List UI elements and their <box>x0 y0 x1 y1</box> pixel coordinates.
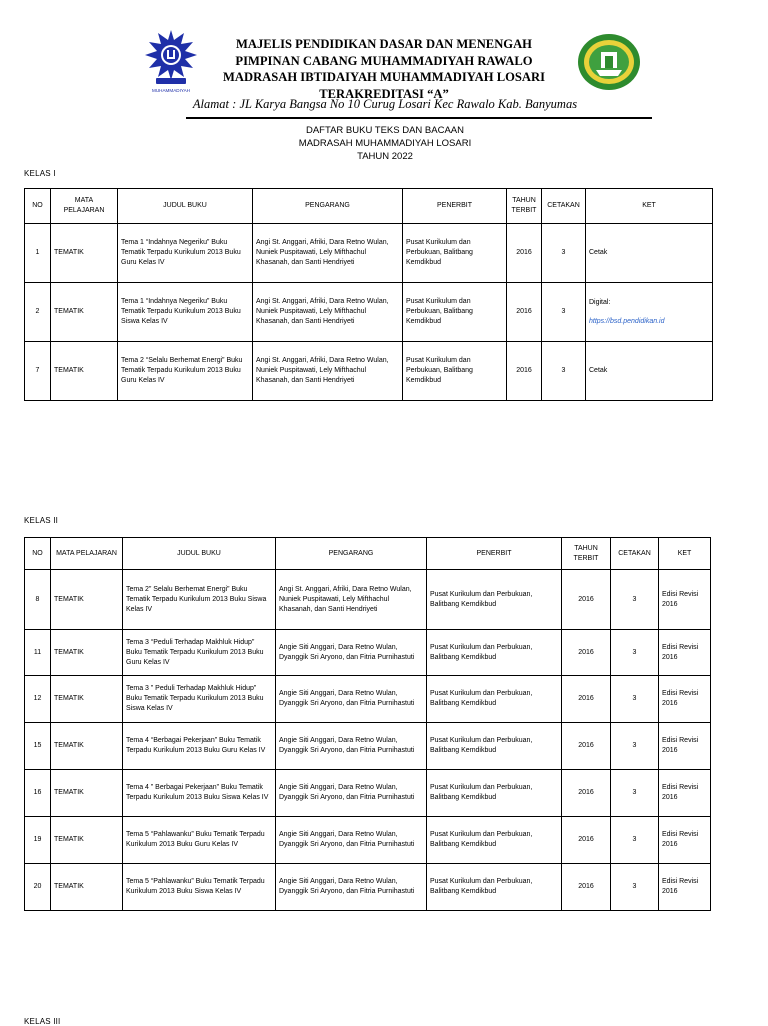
cell-pengarang: Angie Siti Anggari, Dara Retno Wulan, Dyanggik Sri Aryono, dan Fitria Purnihastuti <box>276 864 427 911</box>
column-header-cetakan: CETAKAN <box>611 538 659 570</box>
cell-no: 11 <box>25 630 51 676</box>
table-row <box>25 630 711 676</box>
cell-mata-pelajaran: TEMATIK <box>51 630 123 676</box>
cell-mata-pelajaran: TEMATIK <box>51 570 123 630</box>
cell-tahun-terbit: 2016 <box>562 864 611 911</box>
column-header-penerbit: PENERBIT <box>427 538 562 570</box>
muhammadiyah-logo <box>140 28 202 96</box>
cell-penerbit: Pusat Kurikulum dan Perbukuan, Balitbang Kemdikbud <box>403 283 507 342</box>
cell-penerbit: Pusat Kurikulum dan Perbukuan, Balitbang Kemdikbud <box>427 770 562 817</box>
cell-tahun-terbit: 2016 <box>507 283 542 342</box>
cell-judul-buku: Tema 5 “Pahlawanku” Buku Tematik Terpadu Kurikulum 2013 Buku Siswa Kelas IV <box>123 864 276 911</box>
letterhead-title <box>196 36 572 102</box>
cell-pengarang: Angie Siti Anggari, Dara Retno Wulan, Dyanggik Sri Aryono, dan Fitria Purnihastuti <box>276 723 427 770</box>
kelas-3-heading: KELAS III <box>24 1017 61 1026</box>
cell-judul-buku: Tema 4 “Berbagai Pekerjaan” Buku Tematik Terpadu Kurikulum 2013 Buku Guru Kelas IV <box>123 723 276 770</box>
cell-judul-buku: Tema 3 “Peduli Terhadap Makhluk Hidup” Buku Tematik Terpadu Kurikulum 2013 Buku Guru Kelas IV <box>123 630 276 676</box>
cell-penerbit: Pusat Kurikulum dan Perbukuan, Balitbang Kemdikbud <box>427 864 562 911</box>
cell-no: 19 <box>25 817 51 864</box>
cell-cetakan: 3 <box>611 723 659 770</box>
column-header-no: NO <box>25 538 51 570</box>
ket-digital-label: Digital: <box>589 298 611 306</box>
cell-tahun-terbit: 2016 <box>562 770 611 817</box>
cell-ket: Edisi Revisi 2016 <box>659 676 711 723</box>
letterhead-line-2: PIMPINAN CABANG MUHAMMADIYAH RAWALO <box>235 53 533 68</box>
cell-pengarang: Angi St. Anggari, Afriki, Dara Retno Wulan, Nuniek Puspitawati, Lely Mifthachul Khasanah, dan Santi Hendriyeti <box>253 283 403 342</box>
cell-no: 20 <box>25 864 51 911</box>
column-header-judul-buku: JUDUL BUKU <box>123 538 276 570</box>
cell-cetakan: 3 <box>611 817 659 864</box>
cell-cetakan: 3 <box>542 283 586 342</box>
cell-ket: Edisi Revisi 2016 <box>659 770 711 817</box>
cell-penerbit: Pusat Kurikulum dan Perbukuan, Balitbang Kemdikbud <box>427 570 562 630</box>
madrasah-emblem-logo <box>576 32 642 92</box>
letterhead-line-1: MAJELIS PENDIDIKAN DASAR DAN MENENGAH <box>236 37 532 51</box>
cell-judul-buku: Tema 5 “Pahlawanku” Buku Tematik Terpadu Kurikulum 2013 Buku Guru Kelas IV <box>123 817 276 864</box>
cell-tahun-terbit: 2016 <box>507 342 542 401</box>
table-row <box>25 723 711 770</box>
cell-judul-buku: Tema 2 “Selalu Berhemat Energi” Buku Tematik Terpadu Kurikulum 2013 Buku Guru Kelas IV <box>118 342 253 401</box>
column-header-mata-pelajaran: MATA PELAJARAN <box>51 538 123 570</box>
table-row <box>25 770 711 817</box>
letterhead-line-4: TERAKREDITASI “A” <box>319 86 449 101</box>
table-row <box>25 864 711 911</box>
cell-cetakan: 3 <box>611 864 659 911</box>
cell-mata-pelajaran: TEMATIK <box>51 676 123 723</box>
cell-pengarang: Angi St. Anggari, Afriki, Dara Retno Wulan, Nuniek Puspitawati, Lely Mifthachul Khasanah, dan Santi Hendriyeti <box>276 570 427 630</box>
cell-mata-pelajaran: TEMATIK <box>51 864 123 911</box>
cell-mata-pelajaran: TEMATIK <box>51 817 123 864</box>
cell-tahun-terbit: 2016 <box>562 676 611 723</box>
cell-judul-buku: Tema 4 ” Berbagai Pekerjaan” Buku Tematik Terpadu Kurikulum 2013 Buku Siswa Kelas IV <box>123 770 276 817</box>
cell-mata-pelajaran: TEMATIK <box>51 770 123 817</box>
cell-no: 12 <box>25 676 51 723</box>
cell-mata-pelajaran: TEMATIK <box>51 342 118 401</box>
letterhead <box>0 0 768 120</box>
cell-cetakan: 3 <box>611 630 659 676</box>
letterhead-address: Alamat : JL Karya Bangsa No 10 Curug Losari Kec Rawalo Kab. Banyumas <box>192 97 578 111</box>
table-row <box>25 676 711 723</box>
cell-no: 16 <box>25 770 51 817</box>
cell-penerbit: Pusat Kurikulum dan Perbukuan, Balitbang Kemdikbud <box>403 342 507 401</box>
kelas-2-table <box>24 537 711 911</box>
cell-tahun-terbit: 2016 <box>562 570 611 630</box>
column-header-no: NO <box>25 189 51 224</box>
table-row <box>25 342 713 401</box>
cell-ket: Edisi Revisi 2016 <box>659 723 711 770</box>
cell-pengarang: Angie Siti Anggari, Dara Retno Wulan, Dyanggik Sri Aryono, dan Fitria Purnihastuti <box>276 676 427 723</box>
cell-no: 7 <box>25 342 51 401</box>
cell-tahun-terbit: 2016 <box>562 817 611 864</box>
table-row <box>25 570 711 630</box>
cell-no: 2 <box>25 283 51 342</box>
cell-judul-buku: Tema 1 “Indahnya Negeriku” Buku Tematik Terpadu Kurikulum 2013 Buku Guru Kelas IV <box>118 224 253 283</box>
kelas-1-heading: KELAS I <box>24 169 56 178</box>
cell-penerbit: Pusat Kurikulum dan Perbukuan, Balitbang Kemdikbud <box>427 676 562 723</box>
cell-pengarang: Angie Siti Anggari, Dara Retno Wulan, Dyanggik Sri Aryono, dan Fitria Purnihastuti <box>276 817 427 864</box>
column-header-ket: KET <box>586 189 713 224</box>
cell-mata-pelajaran: TEMATIK <box>51 283 118 342</box>
kelas-1-table <box>24 188 713 401</box>
cell-no: 1 <box>25 224 51 283</box>
bsd-link[interactable]: https://bsd.pendidikan.id <box>589 317 665 325</box>
column-header-tahun-terbit: TAHUN TERBIT <box>562 538 611 570</box>
cell-penerbit: Pusat Kurikulum dan Perbukuan, Balitbang Kemdikbud <box>403 224 507 283</box>
column-header-ket: KET <box>659 538 711 570</box>
cell-penerbit: Pusat Kurikulum dan Perbukuan, Balitbang Kemdikbud <box>427 723 562 770</box>
cell-pengarang: Angi St. Anggari, Afriki, Dara Retno Wulan, Nuniek Puspitawati, Lely Mifthachul Khasanah, dan Santi Hendriyeti <box>253 224 403 283</box>
letterhead-divider <box>186 117 652 119</box>
column-header-tahun-terbit: TAHUN TERBIT <box>507 189 542 224</box>
cell-pengarang: Angie Siti Anggari, Dara Retno Wulan, Dyanggik Sri Aryono, dan Fitria Purnihastuti <box>276 630 427 676</box>
cell-cetakan: 3 <box>542 342 586 401</box>
cell-tahun-terbit: 2016 <box>562 723 611 770</box>
cell-ket: Edisi Revisi 2016 <box>659 630 711 676</box>
cell-judul-buku: Tema 1 “Indahnya Negeriku” Buku Tematik Terpadu Kurikulum 2013 Buku Siswa Kelas IV <box>118 283 253 342</box>
cell-ket: Edisi Revisi 2016 <box>659 864 711 911</box>
cell-mata-pelajaran: TEMATIK <box>51 224 118 283</box>
cell-pengarang: Angi St. Anggari, Afriki, Dara Retno Wulan, Nuniek Puspitawati, Lely Mifthachul Khasanah, dan Santi Hendriyeti <box>253 342 403 401</box>
cell-cetakan: 3 <box>542 224 586 283</box>
cell-no: 8 <box>25 570 51 630</box>
cell-no: 15 <box>25 723 51 770</box>
cell-ket: Cetak <box>586 224 713 283</box>
letterhead-line-3: MADRASAH IBTIDAIYAH MUHAMMADIYAH LOSARI <box>223 70 545 84</box>
cell-tahun-terbit: 2016 <box>562 630 611 676</box>
cell-judul-buku: Tema 2” Selalu Berhemat Energi” Buku Tematik Terpadu Kurikulum 2013 Buku Siswa Kelas IV <box>123 570 276 630</box>
cell-mata-pelajaran: TEMATIK <box>51 723 123 770</box>
column-header-penerbit: PENERBIT <box>403 189 507 224</box>
cell-ket: Edisi Revisi 2016 <box>659 817 711 864</box>
column-header-cetakan: CETAKAN <box>542 189 586 224</box>
table-header-row <box>25 189 713 224</box>
cell-judul-buku: Tema 3 ” Peduli Terhadap Makhluk Hidup” Buku Tematik Terpadu Kurikulum 2013 Buku Siswa Kelas IV <box>123 676 276 723</box>
cell-penerbit: Pusat Kurikulum dan Perbukuan, Balitbang Kemdikbud <box>427 630 562 676</box>
document-title-line-1: DAFTAR BUKU TEKS DAN BACAAN <box>305 125 464 136</box>
cell-cetakan: 3 <box>611 676 659 723</box>
document-title-line-2: MADRASAH MUHAMMADIYAH LOSARI <box>298 138 472 149</box>
cell-ket <box>586 283 713 342</box>
column-header-pengarang: PENGARANG <box>276 538 427 570</box>
cell-cetakan: 3 <box>611 770 659 817</box>
column-header-pengarang: PENGARANG <box>253 189 403 224</box>
cell-ket: Cetak <box>586 342 713 401</box>
table-row <box>25 283 713 342</box>
table-header-row <box>25 538 711 570</box>
table-row <box>25 224 713 283</box>
table-row <box>25 817 711 864</box>
cell-cetakan: 3 <box>611 570 659 630</box>
cell-penerbit: Pusat Kurikulum dan Perbukuan, Balitbang Kemdikbud <box>427 817 562 864</box>
document-title <box>200 124 570 163</box>
cell-ket: Edisi Revisi 2016 <box>659 570 711 630</box>
cell-pengarang: Angie Siti Anggari, Dara Retno Wulan, Dyanggik Sri Aryono, dan Fitria Purnihastuti <box>276 770 427 817</box>
kelas-2-heading: KELAS II <box>24 516 59 525</box>
svg-text:MUHAMMADIYAH: MUHAMMADIYAH <box>152 88 190 93</box>
column-header-judul-buku: JUDUL BUKU <box>118 189 253 224</box>
document-title-line-3: TAHUN 2022 <box>357 151 413 162</box>
cell-tahun-terbit: 2016 <box>507 224 542 283</box>
column-header-mata-pelajaran: MATA PELAJARAN <box>51 189 118 224</box>
